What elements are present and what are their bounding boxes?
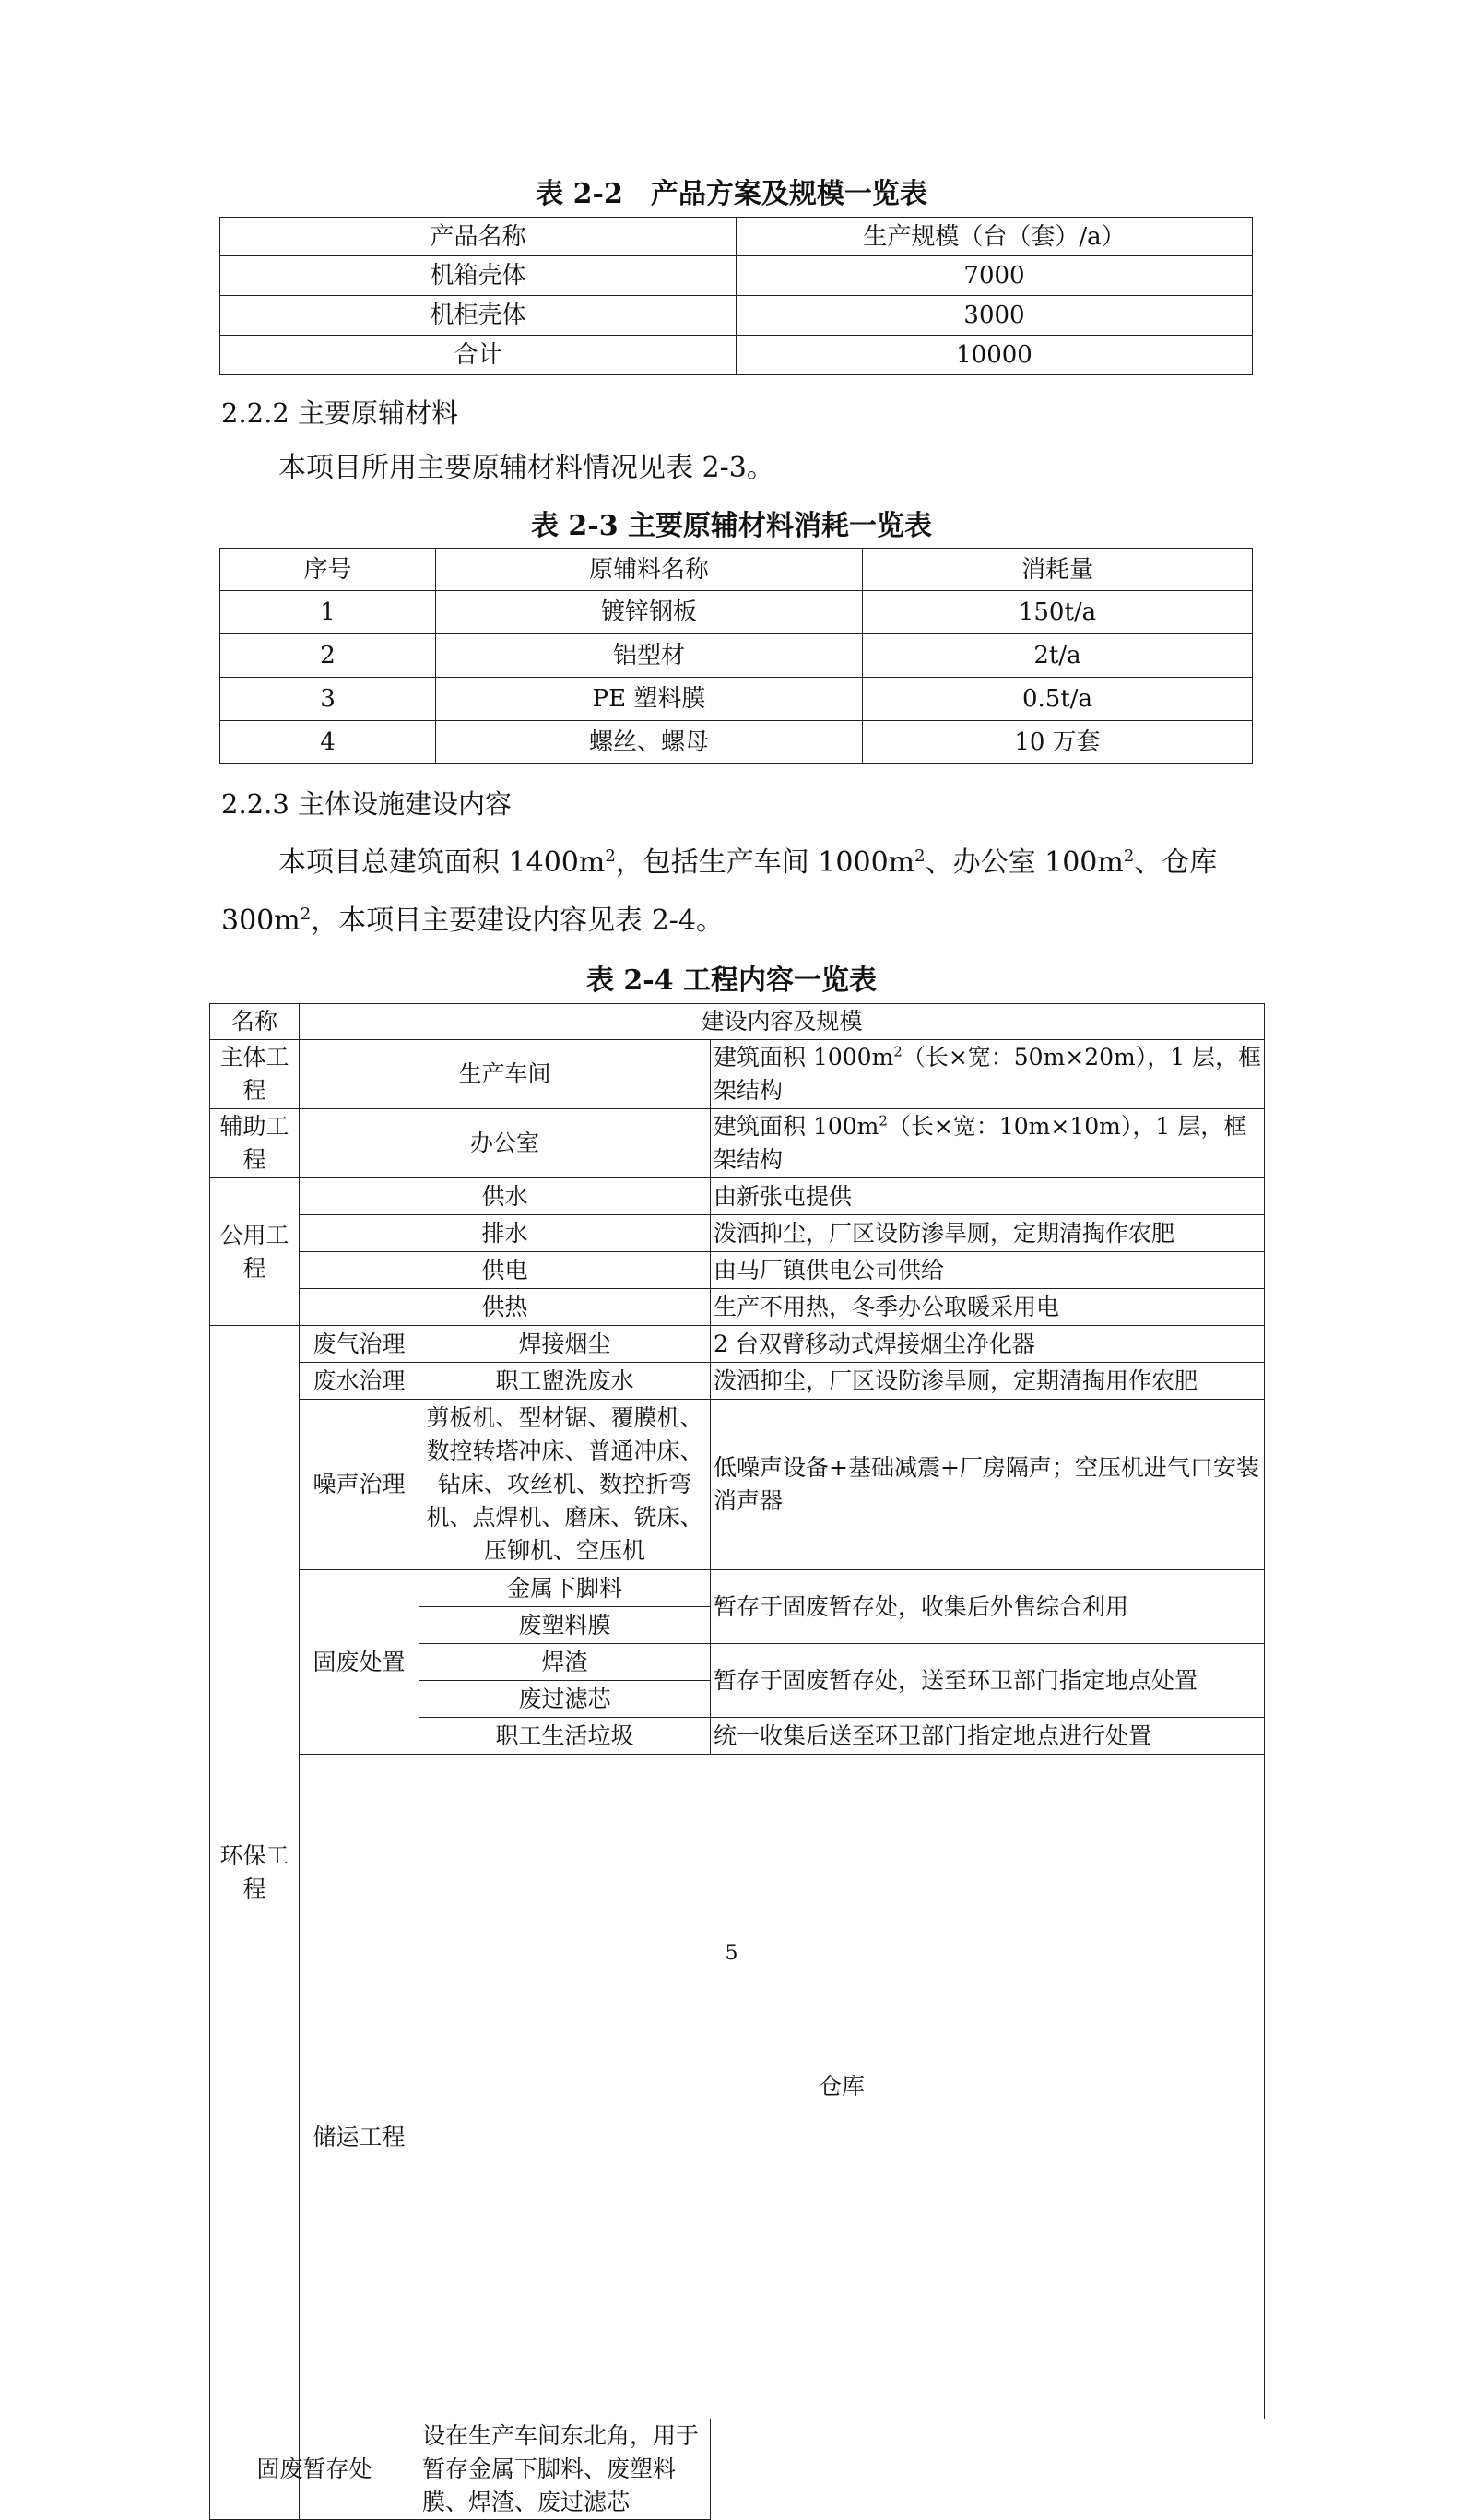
paragraph-materials: 本项目所用主要原辅材料情况见表 2-3。: [278, 452, 774, 484]
table-cell: 废水治理: [300, 1363, 419, 1400]
table-cell: 镀锌钢板: [436, 591, 863, 634]
table-row: [210, 1178, 1265, 1215]
table-cell: 职工生活垃圾: [419, 1718, 711, 1755]
header-product-name: 产品名称: [220, 218, 737, 256]
category-public: 公用工程: [210, 1178, 300, 1326]
table-row: [210, 1570, 1265, 1607]
table-cell: 供热: [300, 1289, 711, 1326]
table-cell: 废塑料膜: [419, 1607, 711, 1644]
table-row: [210, 2419, 1265, 2520]
table-row: [220, 256, 1253, 296]
table-row: [220, 721, 1253, 764]
header-production-scale: 生产规模（台（套）/a）: [737, 218, 1253, 256]
table-2-4: [209, 1003, 1265, 2520]
category-storage: 储运工程: [300, 1755, 419, 2520]
table-2-3-caption: 表 2-3 主要原辅材料消耗一览表: [530, 510, 933, 542]
table-cell: 10 万套: [863, 721, 1253, 764]
table-row: [220, 336, 1253, 375]
category-main: 主体工程: [210, 1040, 300, 1109]
table-2-2: [219, 217, 1253, 375]
paragraph-area-line1: 本项目总建筑面积 $1400m^2$，包括生产车间 $1000m^2$、办公室 $100m^2$、仓库: [278, 846, 1218, 879]
table-2-3: [219, 548, 1253, 764]
table-cell: 4: [220, 721, 436, 764]
table-row: [220, 678, 1253, 721]
header-name: 名称: [210, 1004, 300, 1040]
table-cell: 10000: [737, 336, 1253, 375]
table-cell: 铝型材: [436, 634, 863, 678]
table-cell: 排水: [300, 1215, 711, 1252]
table-row: [210, 1755, 1265, 2419]
table-cell: 金属下脚料: [419, 1570, 711, 1607]
table-cell: 2t/a: [863, 634, 1253, 678]
section-heading-2-2-2: 2.2.2 主要原辅材料: [221, 397, 459, 429]
table-cell: 由马厂镇供电公司供给: [711, 1252, 1265, 1289]
table-cell: 职工盥洗废水: [419, 1363, 711, 1400]
table-cell: 噪声治理: [300, 1400, 419, 1570]
table-row: [220, 634, 1253, 678]
table-row: [210, 1109, 1265, 1178]
table-cell: 建筑面积 $1000m^2$（长×宽：50m×20m），1 层，框架结构: [711, 1040, 1265, 1109]
table-cell: 仓库: [419, 1755, 1265, 2419]
table-row: [210, 1326, 1265, 1363]
table-cell: 建筑面积 $100m^2$（长×宽：10m×10m），1 层，框架结构: [711, 1109, 1265, 1178]
header-seq: 序号: [220, 549, 436, 591]
table-cell: 150t/a: [863, 591, 1253, 634]
table-cell: 1: [220, 591, 436, 634]
table-cell: 7000: [737, 256, 1253, 296]
table-header-row: [220, 218, 1253, 256]
table-row: [220, 591, 1253, 634]
table-2-4-caption: 表 2-4 工程内容一览表: [585, 964, 878, 997]
page-number: 5: [725, 1942, 738, 1965]
table-cell: PE 塑料膜: [436, 678, 863, 721]
table-row: [220, 296, 1253, 336]
table-2-2-caption: 表 2-2 产品方案及规模一览表: [536, 178, 927, 210]
table-cell: 供水: [300, 1178, 711, 1215]
paragraph-area-line2: $300m^2$，本项目主要建设内容见表 2-4。: [221, 905, 725, 937]
table-cell: 合计: [220, 336, 737, 375]
table-cell: 机箱壳体: [220, 256, 737, 296]
table-cell: 泼洒抑尘，厂区设防渗旱厕，定期清掏作农肥: [711, 1215, 1265, 1252]
section-heading-2-2-3: 2.2.3 主体设施建设内容: [221, 788, 513, 820]
table-cell: 3: [220, 678, 436, 721]
header-material-name: 原辅料名称: [436, 549, 863, 591]
table-cell: 废气治理: [300, 1326, 419, 1363]
table-row: [210, 1363, 1265, 1400]
table-cell: 螺丝、螺母: [436, 721, 863, 764]
table-cell: 剪板机、型材锯、覆膜机、数控转塔冲床、普通冲床、钻床、攻丝机、数控折弯机、点焊机、磨床、铣床、压铆机、空压机: [419, 1400, 711, 1570]
table-cell: 泼洒抑尘，厂区设防渗旱厕，定期清掏用作农肥: [711, 1363, 1265, 1400]
table-cell: 2 台双臂移动式焊接烟尘净化器: [711, 1326, 1265, 1363]
table-row: [210, 1289, 1265, 1326]
table-cell: 焊渣: [419, 1644, 711, 1681]
table-cell: 生产车间: [300, 1040, 711, 1109]
table-row: [210, 1215, 1265, 1252]
table-cell: 机柜壳体: [220, 296, 737, 336]
table-cell: 暂存于固废暂存处，收集后外售综合利用: [711, 1570, 1265, 1644]
table-cell: 废过滤芯: [419, 1681, 711, 1718]
category-aux: 辅助工程: [210, 1109, 300, 1178]
table-cell: 低噪声设备+基础减震+厂房隔声；空压机进气口安装消声器: [711, 1400, 1265, 1570]
table-cell: 设在生产车间东北角，用于暂存金属下脚料、废塑料膜、焊渣、废过滤芯: [419, 2419, 711, 2520]
table-cell: 办公室: [300, 1109, 711, 1178]
table-row: [210, 1040, 1265, 1109]
table-header-row: [210, 1004, 1265, 1040]
table-cell: 生产不用热，冬季办公取暖采用电: [711, 1289, 1265, 1326]
table-cell: 0.5t/a: [863, 678, 1253, 721]
header-consumption: 消耗量: [863, 549, 1253, 591]
table-cell: 3000: [737, 296, 1253, 336]
table-cell: 固废暂存处: [210, 2419, 419, 2520]
category-env: 环保工程: [210, 1326, 300, 2419]
table-cell: 固废处置: [300, 1570, 419, 1755]
header-content: 建设内容及规模: [300, 1004, 1265, 1040]
table-cell: 统一收集后送至环卫部门指定地点进行处置: [711, 1718, 1265, 1755]
table-cell: 2: [220, 634, 436, 678]
table-row: [210, 1252, 1265, 1289]
table-cell: 由新张屯提供: [711, 1178, 1265, 1215]
table-row: [210, 1400, 1265, 1570]
table-cell: 焊接烟尘: [419, 1326, 711, 1363]
table-cell: 暂存于固废暂存处，送至环卫部门指定地点处置: [711, 1644, 1265, 1718]
table-header-row: [220, 549, 1253, 591]
table-cell: 供电: [300, 1252, 711, 1289]
